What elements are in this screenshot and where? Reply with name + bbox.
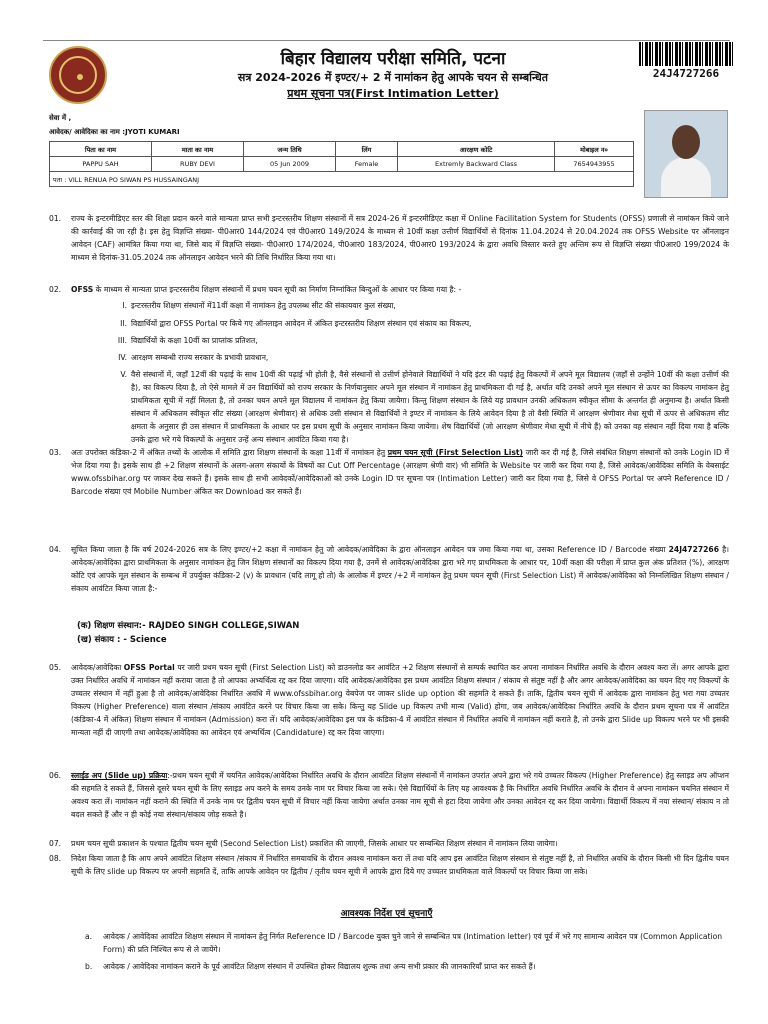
list-item: विद्यार्थियों द्वारा OFSS Portal पर किये गए ऑनलाइन आवेदन में अंकित इन्टरस्तरीय शिक्षण संस्थान एवं संकाय का विकल्प, xyxy=(131,319,472,328)
applicant-photo xyxy=(644,110,728,198)
session-subtitle: सत्र 2024-2026 में इण्टर/+ 2 में नामांकन हेतु आपके चयन से सम्बन्धित xyxy=(237,71,549,84)
bseb-seal-icon xyxy=(49,46,107,104)
letter-header xyxy=(43,40,730,116)
address-row xyxy=(50,172,634,187)
table-row xyxy=(50,157,634,172)
applicant-name: आवेदक/ आवेदिका का नाम :JYOTI KUMARI xyxy=(49,128,180,136)
section-06 xyxy=(71,769,729,821)
intimation-letter xyxy=(43,40,730,1024)
applicant-details-table xyxy=(49,141,634,187)
allotted-faculty: (ख) संकाय : - Science xyxy=(77,635,167,645)
barcode-icon xyxy=(639,42,733,66)
instructions-title: आवश्यक निर्देश एवं सूचनाएँ xyxy=(340,909,433,919)
item-number: II. xyxy=(120,319,127,328)
dob: 05 Jun 2009 xyxy=(244,157,336,172)
item-number: b. xyxy=(85,962,93,971)
item-number: V. xyxy=(120,370,127,379)
reference-id: 24J4727266 xyxy=(652,67,720,80)
section-number: 01. xyxy=(49,214,62,223)
photo-figure-head xyxy=(672,125,700,159)
section-05-text-a: आवेदक/आवेदिका xyxy=(71,663,124,672)
list-item: आरक्षण सम्बन्धी राज्य सरकार के प्रभावी प्रावधान, xyxy=(131,353,269,362)
slide-up-label: स्लाईड अप (Slide up) प्रक्रिया xyxy=(71,771,168,780)
section-01: राज्य के इन्टरमीडिएट स्तर की शिक्षा प्रदान करने वाले मान्यता प्राप्त सभी इन्टरस्तरीय शिक्षण संस्थानों में सत्र 2024-26 में इन्टरमीडिएट कक्षा में Online Facilitation System for Students (OFSS) प्रणाली से नामांकन किये जाने की कार्रवाई की जा रही है। इस हेतु विज्ञप्ति संख्या- पी0आर0 144/2024 एवं पी0आर0 149/2024 के माध्यम से 10वीं कक्षा उत्तीर्ण विद्यार्थियों से दिनांक 11.04.2024 से 20.04.2024 तक OFSS Website पर ऑनलाइन आवेदन (CAF) आमंत्रित किया गया था, जिसे बाद में विज्ञप्ति संख्या- पी0आर0 174/2024, पी0आर0 183/2024, पी0आर0 193/2024 के द्वारा अवधि विस्तार करते हुए अन्तिम रूप से विज्ञप्ति संख्या पी0आर0 199/2024 के माध्यम से दिनांक-31.05.2024 तक ऑनलाइन आवेदन भरने की तिथि निर्धारित किया गया था। xyxy=(71,214,729,262)
ofss-label: OFSS xyxy=(71,285,94,294)
col-category: आरक्षण कोटि xyxy=(398,142,555,157)
section-04-text-a: सूचित किया जाता है कि वर्ष 2024-2026 सत्र के लिए इण्टर/+2 कक्षा में नामांकन हेतु जो आवेदक/आवेदिका के द्वारा ऑनलाइन आवेदन पत्र जमा किया गया था, उसका Reference ID / Barcode संख्या xyxy=(71,545,669,554)
first-selection-list-label: प्रथम चयन सूची (First Selection List) xyxy=(387,448,523,457)
list-item: इन्टरस्तरीय शिक्षण संस्थानों में11वीं कक्षा में नामांकन हेतु उपलब्ध सीट की संकायवार कुल संख्या, xyxy=(131,301,396,310)
col-mother-name: माता का नाम xyxy=(152,142,244,157)
seal-center xyxy=(77,74,83,80)
col-gender: लिंग xyxy=(336,142,398,157)
table-header-row xyxy=(50,142,634,157)
col-dob: जन्म तिथि xyxy=(244,142,336,157)
item-number: a. xyxy=(85,932,93,941)
section-number: 04. xyxy=(49,545,62,554)
section-04-text-b: है। आवेदक/आवेदिका द्वारा प्राथमिकता के अनुसार नामांकन हेतु जिन शिक्षण संस्थानों का विकल्प दिया गया है, उनमें से आवेदक/आवेदिका द्वारा भरे गए प्राथमिकता के आधार पर, 10वीं कक्षा की परीक्षा में प्राप्त कुल अंक प्रतिशत (%), आरक्षण कोटि एवं आपके मूल संस्थान के सम्बन्ध में उपर्युक्त कंडिका-2 (v) के प्रावधान (यदि लागू हो तो) के आलोक में इण्टर /+2 में नामांकन हेतु प्रथम चयन सूची (First Selection List) में आवेदक/आवेदिका को निम्नलिखित शिक्षण संस्थान / संकाय आवंटित किया जाता है:- xyxy=(71,545,729,593)
section-04 xyxy=(71,543,729,595)
section-number: 07. xyxy=(49,839,62,848)
section-number: 08. xyxy=(49,854,62,863)
section-number: 03. xyxy=(49,448,62,457)
salutation: सेवा में , xyxy=(49,114,72,122)
instruction-item: आवेदक / आवेदिका आवंटित शिक्षण संस्थान में नामांकन हेतु निर्गत Reference ID / Barcode युक्त चुने जाने से सम्बन्धित पत्र (Intimation letter) एवं पूर्व में भरे गए सामान्य आवेदन पत्र (Common Application Form) की प्रति निश्चित रूप से ले जायेंगे। xyxy=(103,932,723,954)
section-05 xyxy=(71,661,729,739)
mobile: 7654943955 xyxy=(555,157,634,172)
section-03 xyxy=(71,446,729,498)
address: पता : VILL RENUA PO SIWAN PS HUSSAINGANJ xyxy=(50,172,634,187)
item-number: I. xyxy=(122,301,127,310)
section-number: 02. xyxy=(49,285,62,294)
letter-type-hindi: प्रथम सूचना पत्र xyxy=(287,87,351,100)
category: Extremly Backward Class xyxy=(398,157,555,172)
reference-id-inline: 24J4727266 xyxy=(668,545,720,554)
father-name: PAPPU SAH xyxy=(50,157,152,172)
section-07: प्रथम चयन सूची प्रकाशन के पश्चात द्वितीय चयन सूची (Second Selection List) प्रकाशित की जाएगी, जिसके आधार पर सम्बन्धित शिक्षण संस्थान में नामांकन लिया जायेगा। xyxy=(71,839,558,848)
seal-ring xyxy=(59,56,97,94)
section-06-text: :-प्रथम चयन सूची में चयनित आवेदक/आवेदिका निर्धारित अवधि के दौरान आवंटित शिक्षण संस्थानों में नामांकन उपरांत अपने द्वारा भरे गये उच्चतर विकल्प (Higher Preference) हेतु स्लाइड अप ऑप्शन की सहमति दे सकते हैं, जिससे दूसरे चयन सूची के लिए स्लाइड अप करने के समय उनके नाम पर विचार किया जा सके। ऐसे विद्यार्थियों के लिए यह आवश्यक है कि निर्धारित अवधि निर्धारित अवधि के दौरान वे अपना नामांकन चयनित संस्थान में अवश्य करा लें। नामांकन नहीं कराने की स्थिति में उनके नाम पर द्वितीय चयन सूची में विचार नहीं किया जायेगा अर्थात उनका नाम सूची से हटा दिया जायेगा और उनका आवेदन रद्द कर दिया जायेगा। विद्यार्थी विकल्प में नया संस्थान/ संकाय न तो बदल सकते हैं और न ही कोई नया संस्थान/संकाय जोड़ सकते है। xyxy=(71,771,729,819)
section-number: 05. xyxy=(49,663,62,672)
item-number: IV. xyxy=(118,353,127,362)
col-mobile: मोबाइल न० xyxy=(555,142,634,157)
section-05-text-b: पर जारी प्रथम चयन सूची (First Selection List) को डाउनलोड कर आवंटित +2 शिक्षण संस्थानों से सम्पर्क स्थापित कर अपना नामांकन निर्धारित अवधि के दौरान अवश्य करा लें। अगर आपके द्वारा उक्त निर्धारित अवधि में नामांकन नहीं कराया जाता है तो आपका अभ्यर्थित्व रद्द कर दिया जाएगा। यदि आवेदक/आवेदिका इस प्रथम आवंटित शिक्षण संस्थान / संकाय से संतुष्ट नहीं है और अगर आवेदक/आवेदिका का चयन दिए गए विकल्पों के उच्चतर संस्थान में नहीं हुआ है तो आवेदक/आवेदिका निर्धारित अवधि में www.ofssbihar.org वेबपेज पर जाकर slide up option की सहमति दे सकते हैं। ताकि, द्वितीय चयन सूची में आवेदक द्वारा नामांकन हेतु भरा गया उच्चतर विकल्प (Higher Preference) वाला संस्थान /संकाय आवंटित करने पर विचार किया जा सके। किन्तु यह Slide up विकल्प तभी मान्य (Valid) होगा, जब आवेदक/आवेदिका निर्धारित अवधि के दौरान प्रथम सूचना पत्र में आवंटित (कंडिका-4 में अंकित) शिक्षण संस्थान में नामांकन (Admission) करा लें। यदि आवेदक/आवेदिका इस पत्र के कंडिका-4 में आवंटित संस्थान में निर्धारित अवधि में नामांकन नहीं कराते है, तो उनके द्वारा Slide up विकल्प भरने पर भी इसकी मान्यता नहीं दी जाएगी तथा आवेदक/आवेदिका का आवेदन एवं अभ्यर्थित्व (Candidature) रद्द कर दिया जाएगा। xyxy=(71,663,729,737)
mother-name: RUBY DEVI xyxy=(152,157,244,172)
allotted-college: (क) शिक्षण संस्थान:- RAJDEO SINGH COLLEGE,SIWAN xyxy=(77,621,300,631)
section-02-text: के माध्यम से मान्यता प्राप्त इन्टरस्तरीय शिक्षण संस्थानों में प्रथम चयन सूची का निर्माण निम्नांकित बिन्दुओं के आधार पर किया गया है: - xyxy=(93,285,462,294)
ofss-portal-label: OFSS Portal xyxy=(123,663,175,672)
item-number: III. xyxy=(117,336,127,345)
letter-type-english: (First Intimation Letter) xyxy=(350,87,499,100)
section-number: 06. xyxy=(49,771,62,780)
list-item: विद्यार्थियों के कक्षा 10वीं का प्राप्तांक प्रतिशत, xyxy=(131,336,258,345)
board-title: बिहार विद्यालय परीक्षा समिति, पटना xyxy=(280,49,506,69)
section-03-text-a: अतः उपरोक्त कंडिका-2 में अंकित तथ्यों के आलोक में समिति द्वारा शिक्षण संस्थानों के कक्षा 11वीं में नामांकन हेतु xyxy=(71,448,388,457)
section-08: निदेश किया जाता है कि आप अपने आवंटित शिक्षण संस्थान /संकाय में निर्धारित समयावधि के दौरान अवश्य नामांकन करा लें तथा यदि आप इस आवंटित शिक्षण संस्थान से संतुष्ट नहीं है, तो निर्धारित अवधि के दौरान किसी भी दिन द्वितीय चयन सूची के लिए slide up विकल्प पर अपनी सहमति दें, ताकि आपके आवेदन पर द्वितीय / तृतीय चयन सूची में आपके द्वारा दिये गए उच्चतर प्राथमिकता वाले विकल्पों पर विचार किया जा सके। xyxy=(71,854,729,876)
col-father-name: पिता का नाम xyxy=(50,142,152,157)
section-03-text-b: जारी कर दी गई है, जिसे संबंधित शिक्षण संस्थानों को उनके Login ID में भेज दिया गया है। इसके साथ ही +2 शिक्षण संस्थानों के अलग-अलग संकायों के विषयों का Cut Off Percentage (आरक्षण श्रेणी वार) भी समिति के Website पर जारी कर दिया गया है, जिसे आवेदक/आवेदिका समिति के वेबसाईट www.ofssbihar.org पर जाकर देख सकते हैं। इसके साथ ही सभी आवेदकों/आवेदिकाओं को उनके Login ID पर सूचना पत्र (Intimation Letter) जारी कर दिया गया है, जिसे वे OFSS Portal पर अपने Reference ID / Barcode संख्या एवं Mobile Number अंकित कर Download कर सकते हैं। xyxy=(71,448,730,496)
gender: Female xyxy=(336,157,398,172)
photo-figure-body xyxy=(661,157,711,198)
instruction-item: आवेदक / आवेदिका नामांकन कराने के पूर्व आवंटित शिक्षण संस्थान में उपस्थित होकर विद्यालय शुल्क तथा अन्य सभी प्रकार की जानकारियाँ प्राप्त कर सकते हैं। xyxy=(103,962,536,971)
letter-type xyxy=(173,86,613,101)
section-02 xyxy=(71,283,729,296)
list-item: वैसे संस्थानों में, जहाँ 12वीं की पढ़ाई के साथ 10वीं की पढ़ाई भी होती है, वैसे संस्थानों से उत्तीर्ण होनेवाले विद्यार्थियों ने यदि इंटर की पढ़ाई हेतु विकल्पों में अपने मूल विद्यालय (जहाँ से उन्होंने 10वीं की कक्षा उत्तीर्ण की है), का विकल्प दिया है, तो ऐसे मामले में उन विद्यार्थियों को राज्य सरकार के निर्णयानुसार अपने मूल संस्थान में नामांकन हेतु प्राथमिकता दी गई है, अर्थात यदि उनको अपने मूल संस्थान से ऊपर का विकल्प नामांकन हेतु प्राथमिकता सूची में नहीं मिलता है, तो उनका चयन अपने मूल विद्यालय में नामांकन हेतु किया जायेगा। किन्तु शिक्षण संस्थान के लिये यह प्रावधान उनकी अधिकतम स्वीकृत सीमा के अन्तर्गत ही अनुमान्य है। अर्थात किसी संस्थान में अधिकतम स्वीकृत सीट संख्या (आरक्षण श्रेणीवार) से अधिक उसी संस्थान से विद्यार्थियों ने इण्टर में नामांकन के लिये आवेदन दिया है तो वैसी स्थिति में आरक्षण श्रेणीवार मेधा सूची में ऊपर से अधिकतम सीट क्षमता के अनुसार ही उस संस्थान में प्राथमिकता के आधार पर इस प्रथम सूची के अनुसार नामांकन किया जायेगा। शेष विद्यार्थियों (जो आरक्षण श्रेणीवार मेधा सूची में नीचे हैं) को उनका वह संस्थान नहीं दिया गया है बल्कि उनके द्वारा भरे गये विकल्पों के अनुसार उन्हें अन्य संस्थान आवंटित किया गया है। xyxy=(131,370,729,444)
